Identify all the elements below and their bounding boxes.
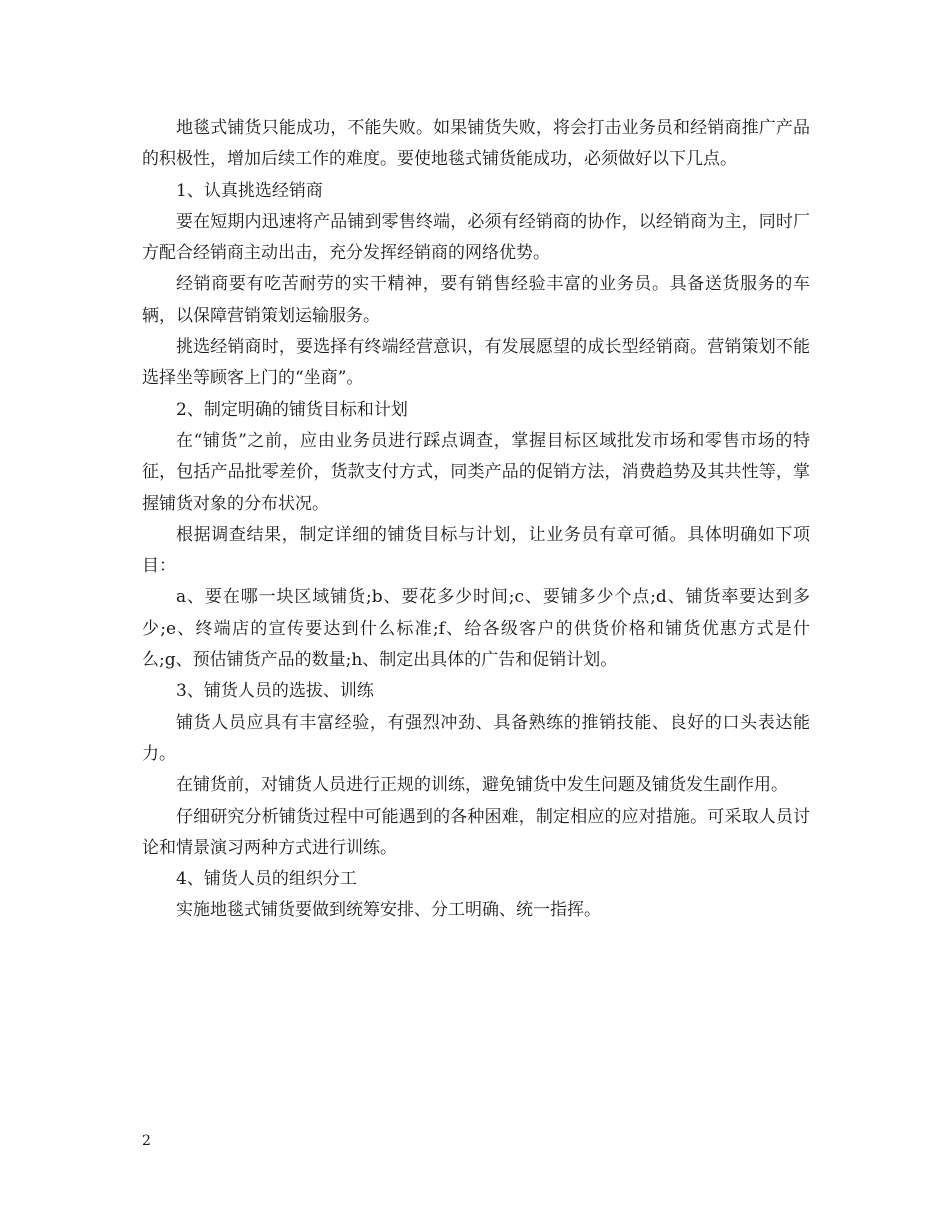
heading-1: 1、认真挑选经销商 <box>176 180 323 201</box>
paragraph-list: a、要在哪一块区域铺货;b、要花多少时间;c、要铺多少个点;d、铺货率要达到多少;e、终端店的宣传要达到什么标准;f、给各级客户的供货价格和铺货优惠方式是什么;g、预估铺货产品的数量;h、制定出具体的广告和促销计划。 <box>142 587 810 671</box>
heading-2: 2、制定明确的铺货目标和计划 <box>176 399 408 420</box>
paragraph: 在铺货前，对铺货人员进行正规的训练，避免铺货中发生问题及铺货发生副作用。 <box>176 775 788 796</box>
paragraph: 在“铺货”之前，应由业务员进行踩点调查，掌握目标区域批发市场和零售市场的特征，包括产品批零差价，货款支付方式，同类产品的促销方法，消费趋势及其共性等，掌握铺货对象的分布状况。 <box>142 430 810 514</box>
heading-4: 4、铺货人员的组织分工 <box>176 869 357 890</box>
paragraph: 挑选经销商时，要选择有终端经营意识，有发展愿望的成长型经销商。营销策划不能选择坐等顾客上门的“坐商”。 <box>142 337 810 389</box>
paragraph: 实施地毯式铺货要做到统筹安排、分工明确、统一指挥。 <box>176 900 601 921</box>
paragraph: 经销商要有吃苦耐劳的实干精神，要有销售经验丰富的业务员。具备送货服务的车辆，以保障营销策划运输服务。 <box>142 274 810 326</box>
heading-3: 3、铺货人员的选拔、训练 <box>176 681 374 702</box>
paragraph: 根据调查结果，制定详细的铺货目标与计划，让业务员有章可循。具体明确如下项目： <box>142 524 810 577</box>
paragraph: 仔细研究分析铺货过程中可能遇到的各种困难，制定相应的应对措施。可采取人员讨论和情景演习两种方式进行训练。 <box>142 806 810 858</box>
paragraph-intro: 地毯式铺货只能成功，不能失败。如果铺货失败，将会打击业务员和经销商推广产品的积极性，增加后续工作的难度。要使地毯式铺货能成功，必须做好以下几点。 <box>142 118 810 170</box>
paragraph: 要在短期内迅速将产品铺到零售终端，必须有经销商的协作，以经销商为主，同时厂方配合经销商主动出击，充分发挥经销商的网络优势。 <box>142 211 810 264</box>
document-body <box>142 113 810 927</box>
page-number: 2 <box>142 1133 151 1149</box>
paragraph: 铺货人员应具有丰富经验，有强烈冲劲、具备熟练的推销技能、良好的口头表达能力。 <box>142 712 810 764</box>
